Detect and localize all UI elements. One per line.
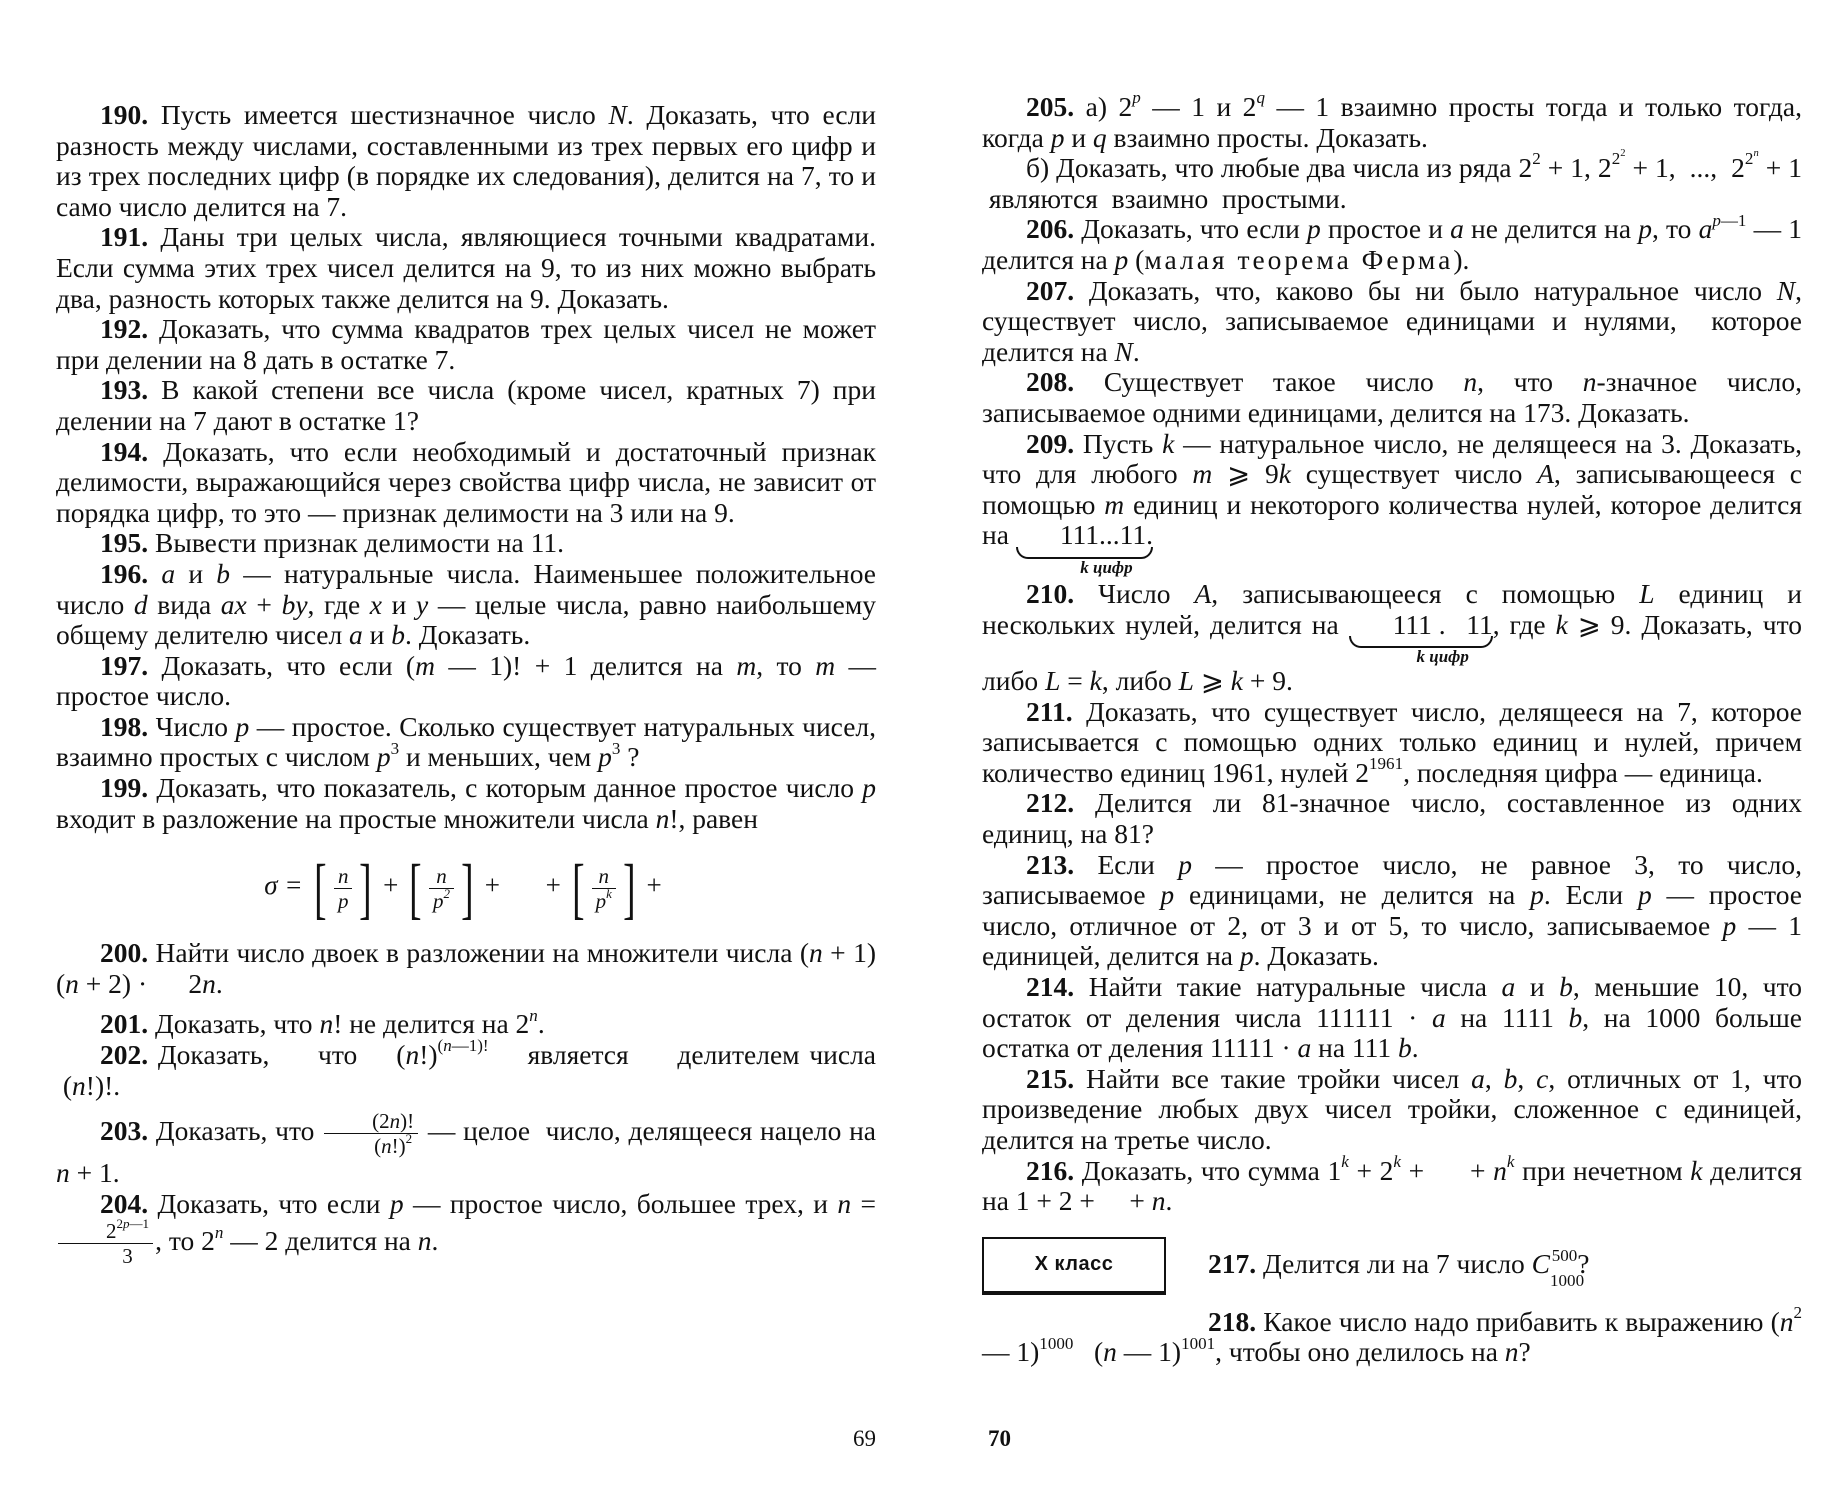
problem-210: 210. Число A, записывающееся с помощью L единиц и нескольких нулей, делится на 111 . 11 k цифр , где k ⩾ 9. Доказать, что либо L = k, либо L ⩾ k + 9. [982, 577, 1803, 697]
page-number: 70 [988, 1426, 1011, 1451]
problem-211: 211. Доказать, что существует число, делящееся на 7, которое записывается с помощью одних только единиц и нулей, причем количество единиц 1961, нулей $2^{1961}$, последняя цифра — единица. [982, 695, 1803, 788]
left-column [56, 100, 876, 1268]
problem-197: 197. Доказать, что если (m — 1)! + 1 делится на m, то m — простое число. [56, 649, 877, 712]
problem-196: 196. a и b — натуральные числа. Наименьшее положительное число d вида ax + by, где x и y — целые числа, равно наибольшему общему делителю чисел a и b. Доказать. [56, 557, 877, 651]
problem-number: 199. [100, 772, 149, 804]
problem-206: 206. Доказать, что если p простое и a не делится на p, то $a^{p—1}$ — 1 делится на p (малая теорема Ферма). [982, 210, 1802, 275]
page-number: 69 [853, 1426, 876, 1451]
problem-218: 218. Какое число надо прибавить к выражению ($n^2$ — 1)$^{1000}$ (n — 1)$^{1001}$, чтобы оно делилось на n? [982, 1303, 1802, 1368]
problem-text: Доказать, что сумма квадратов трех целых чисел не может при делении на 8 дать в остатке 7. [56, 313, 876, 375]
problem-number: 204. [100, 1187, 149, 1219]
problem-number: 205. [1026, 91, 1075, 122]
right-column [982, 88, 1803, 1368]
problem-number: 200. [100, 937, 149, 969]
problem-195 [56, 528, 876, 559]
problem-193 [56, 375, 876, 436]
problem-text: В какой степени все числа (кроме чисел, кратных 7) при делении на 7 дают в остатке 1? [56, 374, 876, 436]
problem-number: 193. [100, 374, 149, 406]
problem-number: 192. [100, 313, 149, 345]
problem-number: 211. [1026, 695, 1073, 727]
problem-number: 212. [1026, 787, 1075, 819]
problem-number: 207. [1026, 274, 1075, 306]
problem-number: 202. [100, 1039, 149, 1071]
problem-203: 203. Доказать, что $\frac{(2n)!}{(n!)^2}$ — целое число, делящееся нацело на n + 1. [56, 1109, 877, 1189]
problem-number: 190. [100, 99, 149, 130]
left-page [56, 0, 876, 1500]
problem-192 [56, 314, 876, 375]
problem-number: 218. [1208, 1305, 1257, 1337]
problem-number: 196. [100, 557, 149, 589]
problem-215: 215. Найти все такие тройки чисел a, b, c, отличных от 1, что произведение любых двух чисел тройки, сложенное с единицей, делится на третье число. [982, 1062, 1803, 1155]
problem-number: 214. [1026, 971, 1075, 1003]
problem-213: 213. Если p — простое число, не равное 3, то число, записываемое p единицами, не делится на p. Если p — простое число, отличное от 2, от 3 и от 5, то число, записываемое p — 1 единицей, делится на p. Доказать. [982, 848, 1803, 972]
problem-number: 201. [100, 1008, 149, 1040]
problem-number: 195. [100, 527, 149, 559]
problem-199: 199. Доказать, что показатель, с которым данное простое число p входит в разложение на простые множители числа n!, равен [56, 772, 877, 834]
problem-200: 200. Найти число двоек в разложении на множители числа (n + 1) (n + 2) · 2n. [56, 937, 876, 999]
problem-text: Делится ли 81-значное число, составленное из одних единиц, на 81? [982, 787, 1802, 850]
problem-205b: б) Доказать, что любые два числа из ряда $2^2 + 1$, $2^{2^2} + 1$, ..., $2^{2^n} + 1$ являются взаимно простыми. [982, 148, 1802, 214]
problem-text: Вывести признак делимости на 11. [155, 527, 564, 559]
problem-208: 208. Существует такое число n, что n-значное число, записываемое одними единицами, делится на 173. Доказать. [982, 366, 1802, 428]
problem-201: 201. Доказать, что n! не делится на 2$^n$. [100, 1005, 545, 1040]
problem-214: 214. Найти такие натуральные числа a и b, меньшие 10, что остаток от деления числа 111111 · a на 1111 b, на 1000 больше остатка от деления 11111 · a на 111 b. [982, 971, 1803, 1064]
problem-number: 216. [1026, 1154, 1075, 1186]
problem-212 [982, 788, 1802, 849]
problem-number: 197. [100, 649, 149, 681]
problem-204: 204. Доказать, что если p — простое число, большее трех, и n = $\frac{2^{2p—1}}{3}$ , то 2$^n$ — 2 делится на n. [56, 1189, 876, 1269]
class-heading-row [982, 1237, 1802, 1293]
underbrace: 111...11. k цифр [1016, 520, 1153, 577]
problem-text: Даны три целых числа, являющиеся точными квадратами. Если сумма этих трех чисел делится на 9, то из них можно выбрать два, разность которых также делится на 9. Доказать. [56, 221, 876, 314]
problem-number: 209. [1026, 427, 1075, 459]
problem-207: 207. Доказать, что, каково бы ни было натуральное число N, существует число, записываемое единицами и нулями, которое делится на N. [982, 274, 1802, 367]
problem-number: 213. [1026, 848, 1075, 880]
problem-202: 202. Доказать, что $(n!)^{(n—1)!}$ является делителем числа (n!)!. [56, 1036, 877, 1101]
problem-number: 198. [100, 710, 149, 742]
problem-217: 217. Делится ли на 7 число $C_{1000}^{500}$? [1208, 1245, 1590, 1290]
problem-number: 191. [100, 221, 149, 253]
problem-number: 210. [1026, 577, 1075, 609]
problem-194 [56, 437, 876, 529]
problem-209: 209. Пусть k — натуральное число, не делящееся на 3. Доказать, что для любого m ⩾ 9k существует число A, записывающееся с помощью m единиц и некоторого количества нулей, которое делится на 111...11. k цифр [982, 427, 1803, 577]
problem-number: 206. [1026, 213, 1075, 245]
right-page [982, 0, 1802, 1500]
problem-number: 217. [1208, 1248, 1257, 1280]
problem-number: 215. [1026, 1062, 1075, 1094]
problem-191 [56, 222, 876, 314]
problem-number: 203. [100, 1115, 149, 1147]
problem-number: 208. [1026, 366, 1075, 398]
problem-216: 216. Доказать, что сумма $1^k + 2^k$ + + $n^k$ при нечетном k делится на 1 + 2 + + n. [982, 1151, 1802, 1217]
problem-190: 190. Пусть имеется шестизначное число N. Доказать, что если разность между числами, составленными из трех первых его цифр и из трех последних цифр (в порядке их следования), делится на 7, то и само число делится на 7. [56, 99, 877, 222]
underbrace: 111 . 11 k цифр [1349, 610, 1493, 667]
problem-205: 205. а) 2$^p$ — 1 и 2$^q$ — 1 взаимно просты тогда и только тогда, когда p и q взаимно просты. Доказать. [982, 88, 1803, 153]
problem-number: 194. [100, 435, 149, 467]
class-label-box: X класс [982, 1237, 1166, 1293]
problem-text: Доказать, что если необходимый и достаточный признак делимости, выражающийся через свойства цифр числа, не зависит от порядка цифр, то это — признак делимости на 3 или на 9. [56, 435, 876, 528]
problem-198: 198. Число p — простое. Сколько существует натуральных чисел, взаимно простых с числом $p^3$ и меньших, чем $p^3$ ? [56, 710, 877, 773]
sigma-formula: σ = [ $\frac{n}{p}$ ] + [ $\frac{n}{p^2}$ ] + + [ $\frac{n}{p^k}$ ] + [264, 850, 662, 927]
